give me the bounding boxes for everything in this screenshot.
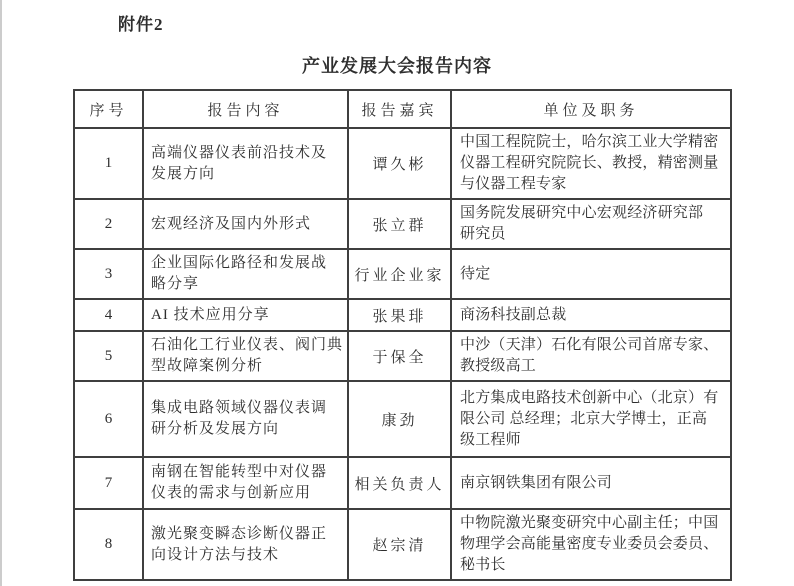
report-content-cell: 石油化工行业仪表、阀门典 型故障案例分析 (143, 331, 348, 381)
serial-cell: 8 (74, 509, 143, 580)
org-title-cell: 商汤科技副总裁 (451, 299, 731, 331)
org-title-cell: 待定 (451, 249, 731, 299)
table-row (74, 457, 731, 509)
report-content-cell: AI 技术应用分享 (143, 299, 348, 331)
guest-name-cell: 张立群 (348, 199, 451, 249)
org-title-cell: 北方集成电路技术创新中心（北京）有 限公司 总经理；北京大学博士，正高 级工程师 (451, 381, 731, 457)
report-content-cell: 宏观经济及国内外形式 (143, 199, 348, 249)
table-row (74, 199, 731, 249)
serial-cell: 4 (74, 299, 143, 331)
guest-name-cell: 赵宗清 (348, 509, 451, 580)
report-table-header (74, 90, 731, 128)
header-row (74, 90, 731, 128)
column-header-org: 单位及职务 (451, 90, 731, 128)
column-header-serial: 序号 (74, 90, 143, 128)
org-title-cell: 中国工程院院士，哈尔滨工业大学精密 仪器工程研究院院长、教授，精密测量 与仪器工程专家 (451, 128, 731, 199)
attachment-label: 附件2 (118, 15, 164, 34)
table-row (74, 249, 731, 299)
report-content-cell: 南钢在智能转型中对仪器 仪表的需求与创新应用 (143, 457, 348, 509)
table-row (74, 299, 731, 331)
report-content-cell: 高端仪器仪表前沿技术及 发展方向 (143, 128, 348, 199)
report-table (73, 89, 732, 581)
org-title-cell: 国务院发展研究中心宏观经济研究部 研究员 (451, 199, 731, 249)
guest-name-cell: 相关负责人 (348, 457, 451, 509)
guest-name-cell: 康劲 (348, 381, 451, 457)
serial-cell: 7 (74, 457, 143, 509)
serial-cell: 2 (74, 199, 143, 249)
org-title-cell: 中沙（天津）石化有限公司首席专家、 教授级高工 (451, 331, 731, 381)
scan-edge-artifact (0, 0, 2, 586)
column-header-guest: 报告嘉宾 (348, 90, 451, 128)
guest-name-cell: 行业企业家 (348, 249, 451, 299)
report-content-cell: 激光聚变瞬态诊断仪器正 向设计方法与技术 (143, 509, 348, 580)
serial-cell: 5 (74, 331, 143, 381)
serial-cell: 6 (74, 381, 143, 457)
org-title-cell: 中物院激光聚变研究中心副主任；中国 物理学会高能量密度专业委员会委员、 秘书长 (451, 509, 731, 580)
serial-cell: 3 (74, 249, 143, 299)
column-header-content: 报告内容 (143, 90, 348, 128)
report-content-cell: 企业国际化路径和发展战 略分享 (143, 249, 348, 299)
org-title-cell: 南京钢铁集团有限公司 (451, 457, 731, 509)
table-row (74, 509, 731, 580)
serial-cell: 1 (74, 128, 143, 199)
report-table-body (74, 128, 731, 580)
report-content-cell: 集成电路领域仪器仪表调 研分析及发展方向 (143, 381, 348, 457)
table-row (74, 331, 731, 381)
table-row (74, 128, 731, 199)
page-title: 产业发展大会报告内容 (302, 56, 492, 76)
guest-name-cell: 张果琲 (348, 299, 451, 331)
guest-name-cell: 谭久彬 (348, 128, 451, 199)
table-row (74, 381, 731, 457)
guest-name-cell: 于保全 (348, 331, 451, 381)
